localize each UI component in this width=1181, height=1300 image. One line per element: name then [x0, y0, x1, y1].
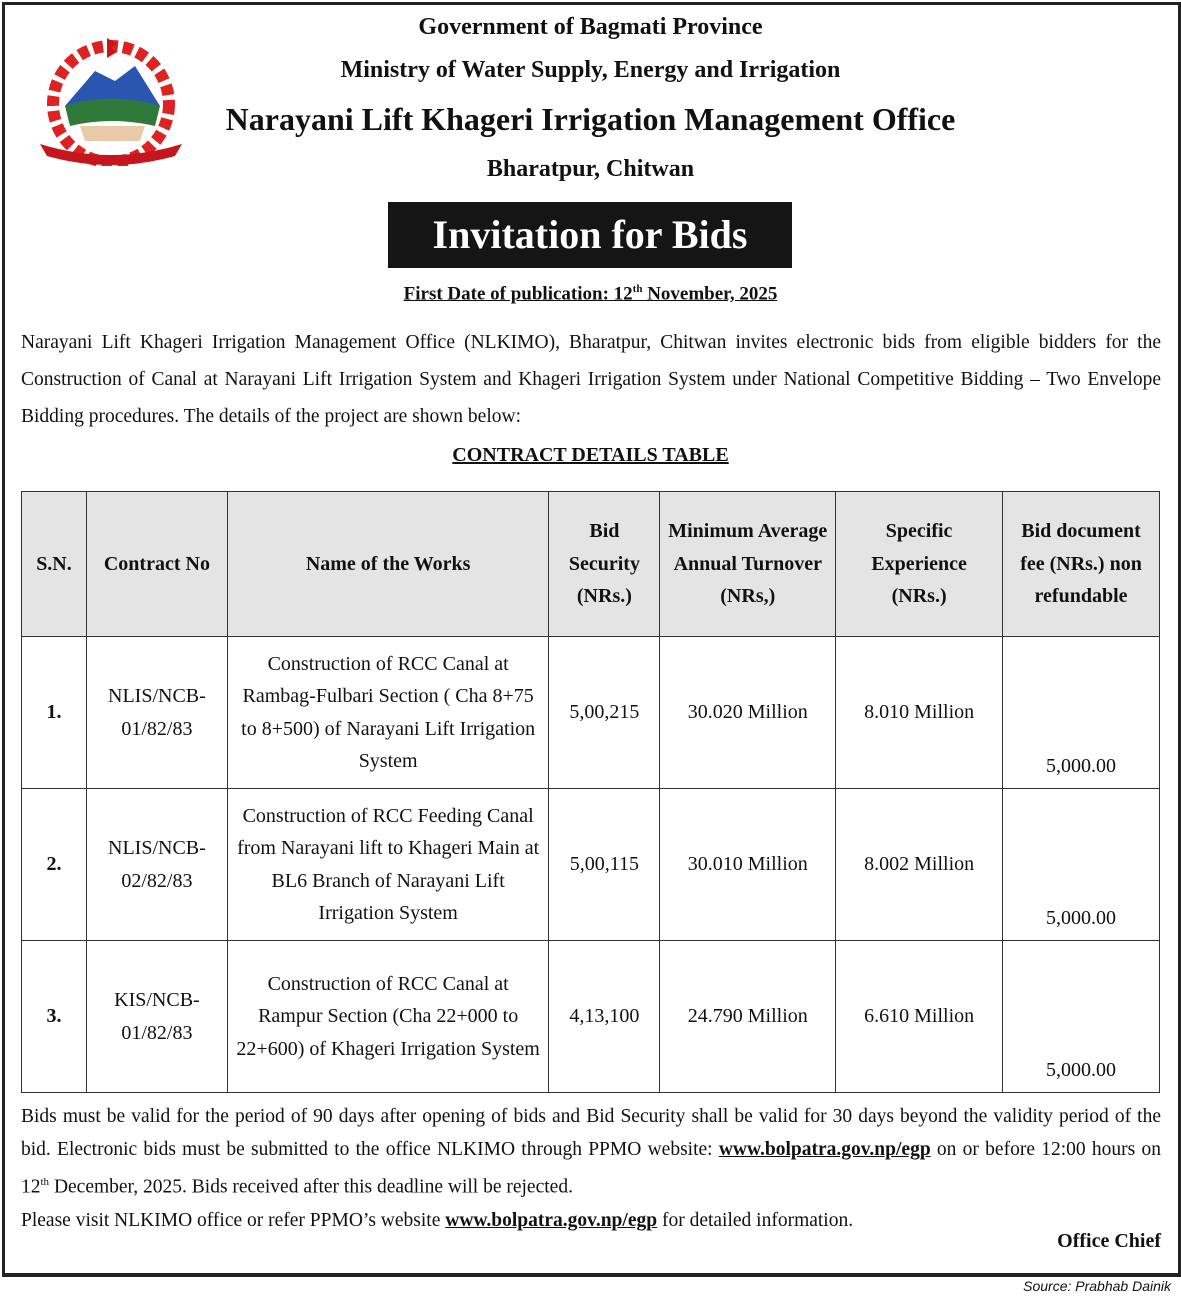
pub-sup: th: [632, 283, 643, 295]
contract-details-table: [21, 491, 1160, 1093]
footer-text: December, 2025. Bids received after this deadline will be rejected.: [49, 1176, 573, 1198]
header-contract-no: Contract No: [86, 492, 227, 637]
cell-bid-security: 5,00,215: [549, 637, 660, 789]
footer-text: Bids must be valid for the period of 90 days after opening of bids and Bid Security shall be valid for 30 days beyond the validity period of the bid. Electronic bids must be submitted to the office NLKIMO through PPMO website:: [21, 1106, 1161, 1160]
header-sn: S.N.: [22, 492, 87, 637]
footer-sup: th: [40, 1176, 50, 1188]
cell-bid-security: 5,00,115: [549, 789, 660, 941]
cell-works: Construction of RCC Canal at Rambag-Fulbari Section ( Cha 8+75 to 8+500) of Narayani Lift Irrigation System: [227, 637, 549, 789]
header-fee: Bid document fee (NRs.) non refundable: [1003, 492, 1160, 637]
cell-experience: 8.010 Million: [836, 637, 1003, 789]
cell-contract-no: KIS/NCB-01/82/83: [86, 941, 227, 1093]
cell-fee: 5,000.00: [1003, 637, 1160, 789]
cell-turnover: 30.020 Million: [660, 637, 836, 789]
pub-prefix: First Date of publication: 12: [403, 283, 633, 305]
cell-contract-no: NLIS/NCB-01/82/83: [86, 637, 227, 789]
office-name: Narayani Lift Khageri Irrigation Management Office: [225, 101, 956, 137]
cell-works: Construction of RCC Canal at Rampur Section (Cha 22+000 to 22+600) of Khageri Irrigation System: [227, 941, 549, 1093]
header-bid-security: Bid Security (NRs.): [549, 492, 660, 637]
footer-text: Please visit NLKIMO office or refer PPMO’s website: [21, 1209, 446, 1231]
cell-experience: 8.002 Million: [836, 789, 1003, 941]
table-header-row: [22, 492, 1160, 637]
cell-bid-security: 4,13,100: [549, 941, 660, 1093]
cell-sn: 3.: [22, 941, 87, 1093]
cell-fee: 5,000.00: [1003, 789, 1160, 941]
table-title: CONTRACT DETAILS TABLE: [452, 444, 729, 466]
footer-text: for detailed information.: [657, 1209, 854, 1231]
bolpatra-link[interactable]: www.bolpatra.gov.np/egp: [718, 1139, 931, 1160]
government-name: Government of Bagmati Province: [418, 14, 763, 40]
source-credit: Source: Prabhab Dainik: [1023, 1278, 1171, 1294]
pub-suffix: November, 2025: [642, 283, 778, 305]
signature: Office Chief: [1057, 1230, 1161, 1252]
cell-works: Construction of RCC Feeding Canal from Narayani lift to Khageri Main at BL6 Branch of Narayani Lift Irrigation System: [227, 789, 549, 941]
table-row: [22, 789, 1160, 941]
table-row: [22, 637, 1160, 789]
office-location: Bharatpur, Chitwan: [486, 156, 695, 182]
bolpatra-link[interactable]: www.bolpatra.gov.np/egp: [445, 1209, 658, 1231]
header-works: Name of the Works: [227, 492, 549, 637]
cell-turnover: 30.010 Million: [660, 789, 836, 941]
cell-sn: 1.: [22, 637, 87, 789]
footer-text: on or before 12:00 hours on 12: [21, 1139, 1161, 1198]
cell-turnover: 24.790 Million: [660, 941, 836, 1093]
publication-date: [0, 283, 1181, 305]
cell-experience: 6.610 Million: [836, 941, 1003, 1093]
cell-sn: 2.: [22, 789, 87, 941]
table-row: [22, 941, 1160, 1093]
intro-paragraph: Narayani Lift Khageri Irrigation Management Office (NLKIMO), Bharatpur, Chitwan invites electronic bids from eligible bidders for the Construction of Canal at Narayani Lift Irrigation System and Khageri Irrigation System under National Competitive Bidding – Two Envelope Bidding procedures. The details of the project are shown below:: [21, 332, 1161, 427]
cell-fee: 5,000.00: [1003, 941, 1160, 1093]
header-turnover: Minimum Average Annual Turnover (NRs,): [660, 492, 836, 637]
header-experience: Specific Experience (NRs.): [836, 492, 1003, 637]
ministry-name: Ministry of Water Supply, Energy and Irrigation: [340, 57, 841, 83]
cell-contract-no: NLIS/NCB-02/82/83: [86, 789, 227, 941]
footer-paragraph: [21, 1100, 1161, 1237]
notice-title: Invitation for Bids: [388, 202, 792, 268]
